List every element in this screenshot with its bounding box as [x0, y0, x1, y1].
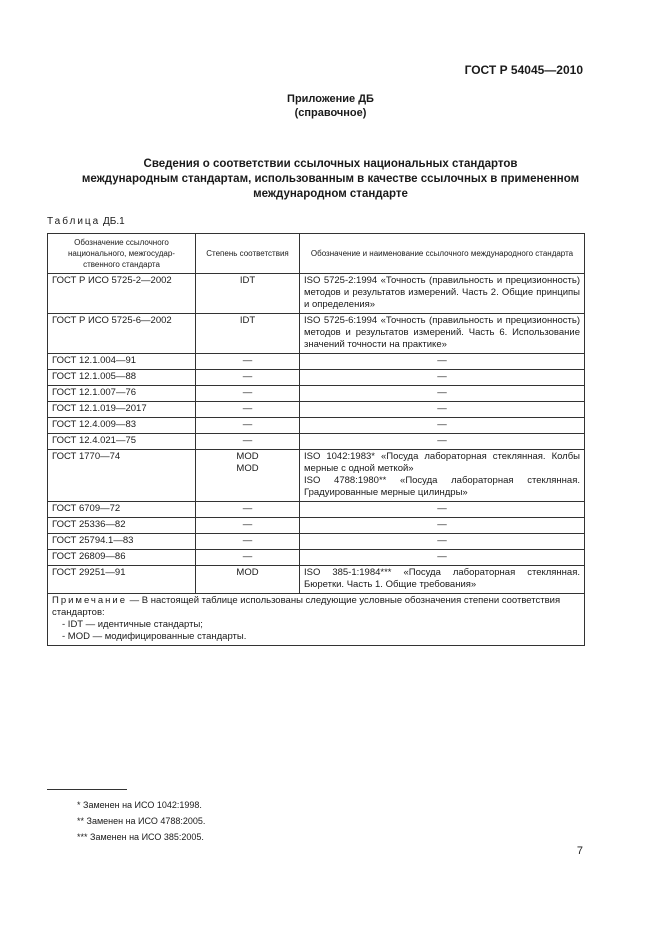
international-standard-entry: —: [437, 435, 447, 446]
degree-cell: [196, 534, 300, 550]
degree-value: —: [242, 503, 253, 514]
appendix-title: Приложение ДБ: [287, 93, 374, 105]
table-row: [48, 534, 585, 550]
degree-value: —: [242, 551, 253, 562]
national-standard-cell: ГОСТ 26809—86: [48, 550, 196, 566]
national-standard-cell: ГОСТ 12.1.005—88: [48, 370, 196, 386]
national-standard-cell: ГОСТ 25794.1—83: [48, 534, 196, 550]
table-caption: [47, 216, 125, 227]
international-standard-cell: [300, 434, 585, 450]
correspondence-table: [47, 233, 585, 646]
table-row: [48, 386, 585, 402]
degree-value: MOD: [236, 451, 259, 462]
degree-cell: [196, 402, 300, 418]
table-row: [48, 434, 585, 450]
degree-cell: [196, 450, 300, 502]
degree-cell: [196, 550, 300, 566]
note-label: Примечание: [52, 595, 127, 606]
international-standard-entry: —: [437, 551, 447, 562]
heading-line: международном стандарте: [253, 188, 408, 200]
national-standard-cell: ГОСТ 12.1.007—76: [48, 386, 196, 402]
international-standard-cell: [300, 314, 585, 354]
section-heading: [0, 157, 661, 202]
international-standard-cell: [300, 534, 585, 550]
table-row: [48, 450, 585, 502]
table-row: [48, 274, 585, 314]
degree-cell: [196, 518, 300, 534]
heading-line: Сведения о соответствии ссылочных национальных стандартов: [143, 158, 518, 170]
page-number: 7: [576, 845, 583, 857]
table-row: [48, 418, 585, 434]
international-standard-entry: ISO 1042:1983* «Посуда лабораторная стеклянная. Колбы мерные с одной меткой»: [304, 451, 580, 474]
degree-value: —: [242, 535, 253, 546]
degree-value: —: [242, 403, 253, 414]
national-standard-cell: ГОСТ Р ИСО 5725-2—2002: [48, 274, 196, 314]
note-item: - IDT — идентичные стандарты;: [62, 619, 203, 630]
international-standard-cell: [300, 354, 585, 370]
table-row: [48, 314, 585, 354]
table-row: [48, 354, 585, 370]
footnote: *** Заменен на ИСО 385:2005.: [77, 832, 204, 842]
national-standard-cell: ГОСТ 12.1.004—91: [48, 354, 196, 370]
standard-number: ГОСТ Р 54045—2010: [464, 63, 583, 77]
note-item: - MOD — модифицированные стандарты.: [62, 631, 247, 642]
international-standard-cell: [300, 386, 585, 402]
degree-value: —: [242, 355, 253, 366]
note-text: — В настоящей таблице использованы следующие условные обозначения степени соответствия стандартов:: [52, 595, 561, 618]
degree-cell: [196, 434, 300, 450]
international-standard-cell: [300, 402, 585, 418]
table-note: [48, 594, 585, 646]
international-standard-cell: [300, 550, 585, 566]
footnote: ** Заменен на ИСО 4788:2005.: [77, 816, 206, 826]
degree-value: MOD: [236, 567, 259, 578]
table-caption-prefix: Таблица: [47, 216, 101, 227]
column-header: Обозначение и наименование ссылочного международного стандарта: [300, 234, 585, 274]
international-standard-cell: [300, 274, 585, 314]
national-standard-cell: ГОСТ Р ИСО 5725-6—2002: [48, 314, 196, 354]
footnotes: [77, 797, 205, 845]
degree-cell: [196, 274, 300, 314]
international-standard-entry: ISO 4788:1980** «Посуда лабораторная стеклянная. Градуированные мерные цилиндры»: [304, 475, 580, 498]
degree-cell: [196, 386, 300, 402]
degree-cell: [196, 370, 300, 386]
footnote: * Заменен на ИСО 1042:1998.: [77, 800, 202, 810]
table-row: [48, 518, 585, 534]
table-row: [48, 370, 585, 386]
international-standard-entry: —: [437, 519, 447, 530]
degree-value: IDT: [239, 315, 256, 326]
international-standard-cell: [300, 418, 585, 434]
column-header: Степень соответствия: [196, 234, 300, 274]
international-standard-cell: [300, 566, 585, 594]
national-standard-cell: ГОСТ 6709—72: [48, 502, 196, 518]
international-standard-entry: —: [437, 503, 447, 514]
degree-value: —: [242, 519, 253, 530]
national-standard-cell: ГОСТ 12.1.019—2017: [48, 402, 196, 418]
degree-cell: [196, 354, 300, 370]
table-row: [48, 566, 585, 594]
international-standard-entry: ISO 5725-2:1994 «Точность (правильность и прецизионность) методов и результатов измерений. Часть 2. Общие принципы и определения»: [304, 275, 580, 310]
degree-value: —: [242, 371, 253, 382]
international-standard-entry: —: [437, 371, 447, 382]
table-row: [48, 402, 585, 418]
degree-value: —: [242, 387, 253, 398]
international-standard-entry: —: [437, 403, 447, 414]
degree-value: IDT: [239, 275, 256, 286]
national-standard-cell: ГОСТ 25336—82: [48, 518, 196, 534]
table-body: [48, 274, 585, 594]
national-standard-cell: ГОСТ 12.4.009—83: [48, 418, 196, 434]
international-standard-entry: —: [437, 355, 447, 366]
degree-cell: [196, 314, 300, 354]
note-row: [48, 594, 585, 646]
column-header: Обозначение ссылочного национального, межгосудар-ственного стандарта: [48, 234, 196, 274]
appendix-heading: [0, 92, 661, 120]
international-standard-cell: [300, 518, 585, 534]
degree-cell: [196, 566, 300, 594]
national-standard-cell: ГОСТ 1770—74: [48, 450, 196, 502]
international-standard-entry: ISO 5725-6:1994 «Точность (правильность и прецизионность) методов и результатов измерений. Часть 6. Использование значений точности на практике»: [304, 315, 580, 350]
international-standard-entry: —: [437, 387, 447, 398]
degree-value: MOD: [236, 463, 259, 474]
table-header-row: [48, 234, 585, 274]
international-standard-cell: [300, 370, 585, 386]
table-caption-number: ДБ.1: [103, 216, 125, 227]
international-standard-cell: [300, 502, 585, 518]
international-standard-cell: [300, 450, 585, 502]
degree-value: —: [242, 435, 253, 446]
table-row: [48, 502, 585, 518]
international-standard-entry: —: [437, 419, 447, 430]
degree-cell: [196, 418, 300, 434]
footnote-separator: [47, 789, 127, 790]
appendix-subtitle: (справочное): [294, 107, 367, 119]
note-paragraph: [52, 595, 580, 619]
degree-value: —: [242, 419, 253, 430]
international-standard-entry: —: [437, 535, 447, 546]
table-row: [48, 550, 585, 566]
national-standard-cell: ГОСТ 12.4.021—75: [48, 434, 196, 450]
degree-cell: [196, 502, 300, 518]
heading-line: международным стандартам, использованным в качестве ссылочных в примененном: [81, 173, 580, 185]
national-standard-cell: ГОСТ 29251—91: [48, 566, 196, 594]
international-standard-entry: ISO 385-1:1984*** «Посуда лабораторная стеклянная. Бюретки. Часть 1. Общие требования»: [304, 567, 580, 590]
